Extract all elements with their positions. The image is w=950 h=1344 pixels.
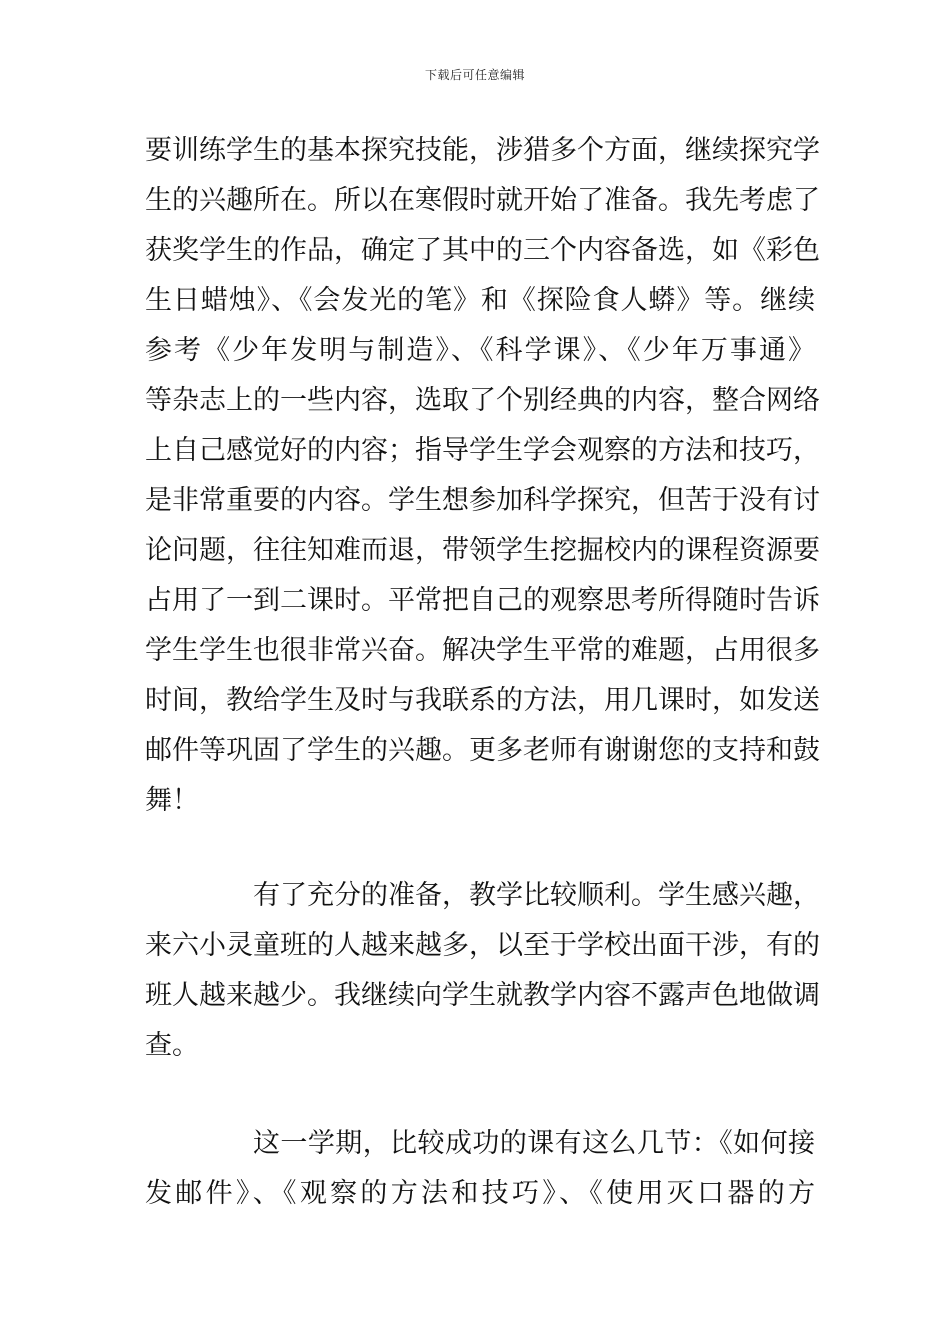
paragraph-line: 获奖学生的作品，确定了其中的三个内容备选，如《彩色 [145,235,820,266]
paragraph-3 [145,1119,815,1219]
paragraph-line: 要训练学生的基本探究技能，涉猎多个方面，继续探究学 [145,135,820,166]
paragraph-2 [145,871,820,1071]
paragraph-line: 等杂志上的一些内容，选取了个别经典的内容，整合网络 [145,385,820,416]
paragraph-line: 生的兴趣所在。所以在寒假时就开始了准备。我先考虑了 [145,185,820,216]
paragraph-1 [145,126,820,826]
paragraph-line: 查。 [145,1030,199,1061]
paragraph-line: 论问题，往往知难而退，带领学生挖掘校内的课程资源要 [145,535,820,566]
paragraph-line: 占用了一到二课时。平常把自己的观察思考所得随时告诉 [145,585,820,616]
paragraph-line: 有了充分的准备，教学比较顺利。学生感兴趣， [253,880,820,911]
paragraph-line: 参考《少年发明与制造》、《科学课》、《少年万事通》 [145,335,815,366]
paragraph-line: 来六小灵童班的人越来越多，以至于学校出面干涉，有的 [145,930,820,961]
paragraph-line: 班人越来越少。我继续向学生就教学内容不露声色地做调 [145,980,820,1011]
paragraph-line: 邮件等巩固了学生的兴趣。更多老师有谢谢您的支持和鼓 [145,735,820,766]
paragraph-line: 这一学期，比较成功的课有这么几节：《如何接 [253,1128,815,1159]
paragraph-line: 时间，教给学生及时与我联系的方法，用几课时，如发送 [145,685,820,716]
paragraph-line: 生日蜡烛》、《会发光的笔》和《探险食人蟒》等。继续 [145,285,815,316]
paragraph-line: 是非常重要的内容。学生想参加科学探究，但苦于没有讨 [145,485,820,516]
paragraph-line: 舞！ [145,785,199,816]
paragraph-line: 学生学生也很非常兴奋。解决学生平常的难题，占用很多 [145,635,820,666]
paragraph-line: 发邮件》、《观察的方法和技巧》、《使用灭口器的方 [145,1178,815,1209]
page-header: 下载后可任意编辑 [424,68,525,82]
paragraph-line: 上自己感觉好的内容；指导学生学会观察的方法和技巧， [145,435,820,466]
